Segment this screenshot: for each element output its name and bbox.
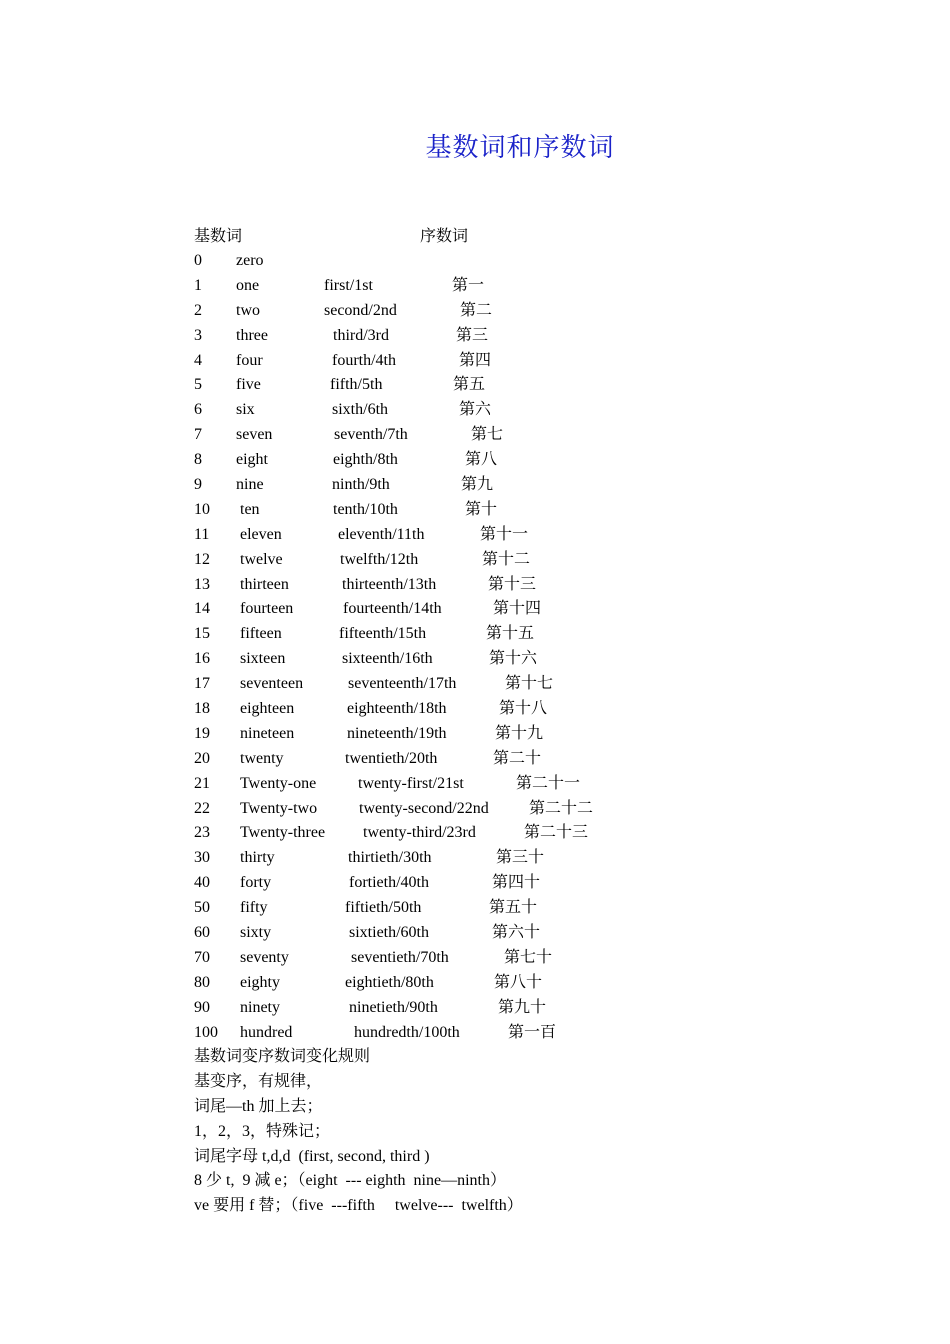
cardinal-number: 16 <box>194 650 210 668</box>
cardinal-number: 4 <box>194 351 202 369</box>
ordinal-word: fourteenth/14th <box>343 600 442 618</box>
cardinal-word: fourteen <box>240 600 294 618</box>
cardinal-number: 100 <box>194 1023 218 1041</box>
ordinal-word: thirtieth/30th <box>348 849 432 867</box>
rule-line: ve 要用 f 替；（five ---fifth twelve--- twelfth） <box>194 1197 523 1215</box>
cardinal-number: 19 <box>194 724 210 742</box>
cardinal-number: 12 <box>194 550 210 568</box>
rule-line: 8 少 t, 9 减 e；（eight --- eighth nine—ninth） <box>194 1172 506 1190</box>
ordinal-word: sixteenth/16th <box>342 650 433 668</box>
cardinal-word: fifty <box>240 899 268 917</box>
cardinal-word: fifteen <box>240 625 282 643</box>
table-row <box>194 821 754 846</box>
cardinal-number: 60 <box>194 924 210 942</box>
cardinal-word: twenty <box>240 749 284 767</box>
ordinal-word: fourth/4th <box>332 351 396 369</box>
table-row <box>194 946 754 971</box>
column-headers <box>194 224 694 249</box>
cardinal-word: nineteen <box>240 724 295 742</box>
ordinal-chinese: 第一 <box>452 276 485 294</box>
cardinal-number: 3 <box>194 326 202 344</box>
cardinal-number: 21 <box>194 774 210 792</box>
ordinal-chinese: 第六 <box>459 401 492 419</box>
rule-line: 基变序，有规律， <box>194 1072 323 1090</box>
cardinal-word: seven <box>236 426 273 444</box>
ordinal-word: twenty-first/21st <box>358 774 464 792</box>
cardinal-word: seventy <box>240 948 289 966</box>
cardinal-number: 18 <box>194 700 210 718</box>
cardinal-number: 13 <box>194 575 210 593</box>
cardinal-number: 23 <box>194 824 210 842</box>
cardinal-word: three <box>236 326 268 344</box>
cardinal-word: five <box>236 376 261 394</box>
table-row <box>194 548 754 573</box>
table-row <box>194 747 754 772</box>
ordinal-chinese: 第十 <box>465 500 498 518</box>
ordinal-chinese: 第十八 <box>499 700 548 718</box>
cardinal-word: six <box>236 401 255 419</box>
ordinal-chinese: 第三十 <box>496 849 545 867</box>
cardinal-word: thirteen <box>240 575 289 593</box>
header-cardinal: 基数词 <box>194 228 243 245</box>
cardinal-word: nine <box>236 476 264 494</box>
cardinal-number: 2 <box>194 301 202 319</box>
ordinal-chinese: 第十五 <box>486 625 535 643</box>
cardinal-word: thirty <box>240 849 275 867</box>
table-row <box>194 573 754 598</box>
cardinal-word: eighteen <box>240 700 295 718</box>
cardinal-word: eleven <box>240 525 282 543</box>
ordinal-word: eighth/8th <box>333 451 398 469</box>
cardinal-number: 8 <box>194 451 202 469</box>
cardinal-number: 90 <box>194 998 210 1016</box>
ordinal-word: twenty-second/22nd <box>359 799 489 817</box>
ordinal-word: thirteenth/13th <box>342 575 437 593</box>
table-row <box>194 971 754 996</box>
cardinal-word: sixteen <box>240 650 286 668</box>
ordinal-word: twenty-third/23rd <box>363 824 476 842</box>
table-row <box>194 498 754 523</box>
rule-line: 词尾—th 加上去； <box>194 1097 323 1115</box>
cardinal-number: 70 <box>194 948 210 966</box>
cardinal-word: seventeen <box>240 675 304 693</box>
cardinal-number: 11 <box>194 525 210 543</box>
table-row <box>194 996 754 1021</box>
cardinal-word: one <box>236 276 260 294</box>
ordinal-word: ninetieth/90th <box>349 998 438 1016</box>
ordinal-chinese: 第七 <box>471 426 504 444</box>
table-row <box>194 349 754 374</box>
cardinal-word: Twenty-two <box>240 799 318 817</box>
ordinal-chinese: 第十二 <box>482 550 531 568</box>
cardinal-word: two <box>236 301 260 319</box>
ordinal-chinese: 第六十 <box>492 924 541 942</box>
cardinal-word: eighty <box>240 973 280 991</box>
cardinal-number: 17 <box>194 675 210 693</box>
ordinal-chinese: 第四 <box>459 351 492 369</box>
table-row <box>194 722 754 747</box>
number-table <box>194 249 754 1046</box>
rule-line: 1，2，3，特殊记； <box>194 1122 331 1140</box>
cardinal-word: sixty <box>240 924 272 942</box>
table-row <box>194 473 754 498</box>
cardinal-number: 1 <box>194 276 202 294</box>
ordinal-word: seventeenth/17th <box>348 675 457 693</box>
cardinal-word: four <box>236 351 263 369</box>
ordinal-word: fortieth/40th <box>349 874 429 892</box>
ordinal-chinese: 第二十三 <box>524 824 589 842</box>
table-row <box>194 797 754 822</box>
cardinal-number: 80 <box>194 973 210 991</box>
table-row <box>194 324 754 349</box>
ordinal-chinese: 第二十二 <box>529 799 594 817</box>
table-row <box>194 299 754 324</box>
cardinal-number: 0 <box>194 252 202 269</box>
cardinal-word: forty <box>240 874 272 892</box>
ordinal-word: fiftieth/50th <box>345 899 422 917</box>
ordinal-chinese: 第八 <box>465 451 498 469</box>
ordinal-word: eighteenth/18th <box>347 700 447 718</box>
table-row <box>194 373 754 398</box>
ordinal-word: seventh/7th <box>334 426 408 444</box>
cardinal-number: 40 <box>194 874 210 892</box>
ordinal-chinese: 第四十 <box>492 874 541 892</box>
table-row <box>194 697 754 722</box>
cardinal-number: 20 <box>194 749 210 767</box>
cardinal-word: Twenty-one <box>240 774 317 792</box>
cardinal-number: 9 <box>194 476 202 494</box>
ordinal-chinese: 第八十 <box>494 973 543 991</box>
ordinal-chinese: 第五十 <box>489 899 538 917</box>
cardinal-word: ten <box>240 500 260 518</box>
table-row <box>194 896 754 921</box>
ordinal-chinese: 第二 <box>460 301 493 319</box>
table-row <box>194 423 754 448</box>
ordinal-chinese: 第一百 <box>508 1023 557 1041</box>
ordinal-chinese: 第十七 <box>505 675 554 693</box>
table-row <box>194 647 754 672</box>
cardinal-number: 14 <box>194 600 210 618</box>
ordinal-word: third/3rd <box>333 326 389 344</box>
rule-line: 词尾字母 t,d,d (first, second, third ) <box>194 1147 430 1165</box>
cardinal-word: zero <box>236 252 264 269</box>
table-row <box>194 274 754 299</box>
ordinal-word: nineteenth/19th <box>347 724 447 742</box>
cardinal-number: 7 <box>194 426 202 444</box>
ordinal-chinese: 第十九 <box>495 724 544 742</box>
ordinal-chinese: 第十一 <box>480 525 529 543</box>
ordinal-word: tenth/10th <box>333 500 398 518</box>
table-row <box>194 249 754 274</box>
cardinal-word: eight <box>236 451 268 469</box>
table-row <box>194 523 754 548</box>
ordinal-chinese: 第十三 <box>488 575 537 593</box>
table-row <box>194 1021 754 1046</box>
ordinal-word: first/1st <box>324 276 373 294</box>
ordinal-chinese: 第五 <box>453 376 486 394</box>
ordinal-chinese: 第三 <box>456 326 489 344</box>
cardinal-number: 10 <box>194 500 210 518</box>
ordinal-word: sixth/6th <box>332 401 389 419</box>
ordinal-chinese: 第十四 <box>493 600 542 618</box>
table-row <box>194 921 754 946</box>
ordinal-chinese: 第二十一 <box>516 774 581 792</box>
ordinal-word: twentieth/20th <box>345 749 438 767</box>
cardinal-word: hundred <box>240 1023 293 1041</box>
table-row <box>194 597 754 622</box>
cardinal-word: ninety <box>240 998 280 1016</box>
table-row <box>194 871 754 896</box>
rule-line: 基数词变序数词变化规则 <box>194 1048 371 1065</box>
cardinal-number: 5 <box>194 376 202 394</box>
ordinal-word: fifteenth/15th <box>339 625 427 643</box>
ordinal-word: twelfth/12th <box>340 550 419 568</box>
cardinal-word: Twenty-three <box>240 824 326 842</box>
ordinal-word: seventieth/70th <box>351 948 449 966</box>
ordinal-word: ninth/9th <box>332 476 390 494</box>
ordinal-word: sixtieth/60th <box>349 924 429 942</box>
page-title: 基数词和序数词 <box>425 133 615 162</box>
table-row <box>194 672 754 697</box>
table-row <box>194 622 754 647</box>
cardinal-number: 22 <box>194 799 210 817</box>
ordinal-word: eleventh/11th <box>338 525 425 543</box>
table-row <box>194 398 754 423</box>
ordinal-chinese: 第十六 <box>489 650 538 668</box>
cardinal-number: 50 <box>194 899 210 917</box>
cardinal-number: 6 <box>194 401 202 419</box>
ordinal-word: second/2nd <box>324 301 397 319</box>
ordinal-chinese: 第七十 <box>504 948 553 966</box>
rules-section <box>194 1045 794 1219</box>
ordinal-word: eightieth/80th <box>345 973 434 991</box>
table-row <box>194 846 754 871</box>
cardinal-word: twelve <box>240 550 283 568</box>
table-row <box>194 448 754 473</box>
cardinal-number: 15 <box>194 625 210 643</box>
ordinal-chinese: 第二十 <box>493 749 542 767</box>
cardinal-number: 30 <box>194 849 210 867</box>
ordinal-word: hundredth/100th <box>354 1023 460 1041</box>
table-row <box>194 772 754 797</box>
ordinal-chinese: 第九十 <box>498 998 547 1016</box>
ordinal-chinese: 第九 <box>461 476 494 494</box>
ordinal-word: fifth/5th <box>330 376 383 394</box>
header-ordinal: 序数词 <box>420 228 469 245</box>
